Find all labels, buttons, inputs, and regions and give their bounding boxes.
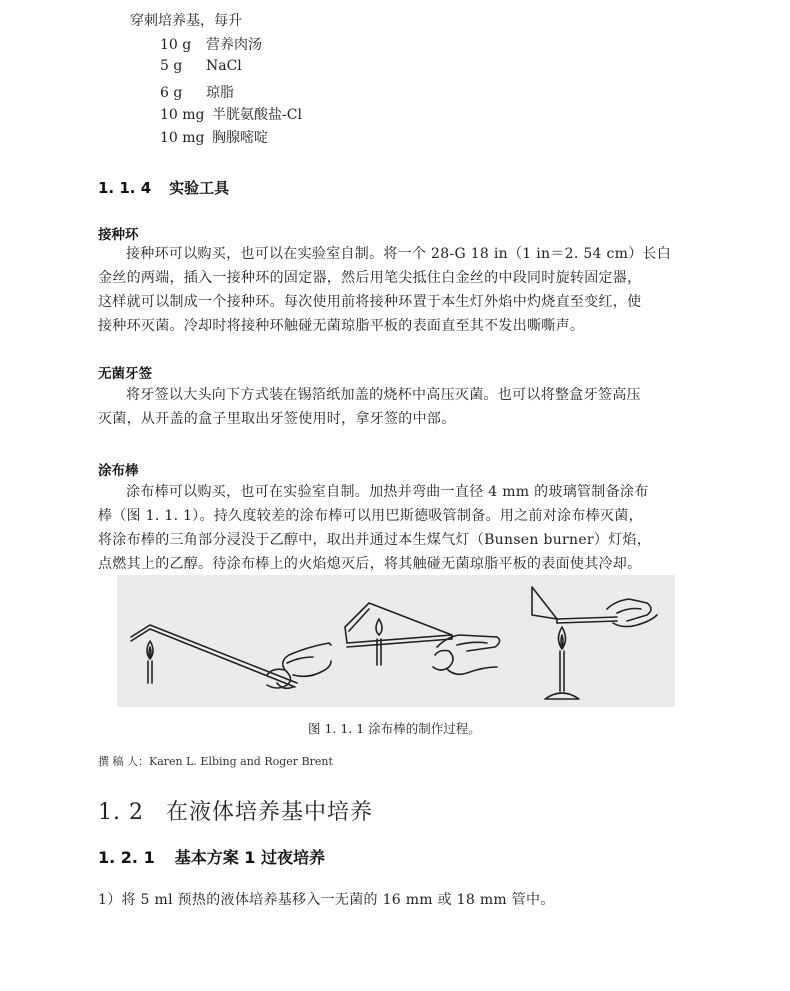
paragraph-line: 将牙签以大头向下方式装在锡箔纸加盖的烧杯中高压灭菌。也可以将整盒牙签高压 (126, 387, 641, 403)
paragraph-line: 棒（图 1. 1. 1）。持久度较差的涂布棒可以用巴斯德吸管制备。用之前对涂布棒灭菌， (98, 508, 643, 524)
paragraph-line: 点燃其上的乙醇。待涂布棒上的火焰熄灭后，将其触碰无菌琼脂平板的表面使其冷却。 (98, 556, 642, 572)
figure-caption: 图 1. 1. 1 涂布棒的制作过程。 (308, 721, 481, 736)
paragraph-line: 金丝的两端，插入一接种环的固定器，然后用笔尖抵住白金丝的中段同时旋转固定器， (98, 270, 642, 286)
recipe-item-5 (160, 127, 268, 147)
paragraph-line: 接种环灭菌。冷却时将接种环触碰无菌琼脂平板的表面直至其不发出嘶嘶声。 (98, 318, 585, 334)
paragraph-line: 灭菌，从开盖的盒子里取出牙签使用时，拿牙签的中部。 (98, 411, 456, 427)
subheading-inoculating-loop: 接种环 (98, 227, 139, 243)
recipe-ingredient: 营养肉汤 (206, 37, 262, 53)
section-heading-1-1-4 (98, 177, 229, 198)
recipe-amount: 10 mg (160, 107, 205, 123)
section-title: 基本方案 1 过夜培养 (174, 848, 325, 867)
spreader-figure (117, 575, 675, 707)
spreader-illustration (117, 575, 675, 707)
panel-3 (532, 587, 657, 699)
paragraph-sterile-toothpick (98, 383, 641, 431)
paragraph-spreader (98, 480, 651, 576)
section-heading-1-2-1 (98, 845, 325, 868)
subheading-spreader: 涂布棒 (98, 463, 139, 479)
recipe-item-4 (160, 104, 302, 124)
paragraph-inoculating-loop (98, 242, 671, 338)
recipe-amount: 10 mg (160, 130, 205, 146)
author-credit: 撰 稿 人：Karen L. Elbing and Roger Brent (98, 755, 333, 768)
recipe-ingredient: NaCl (206, 58, 242, 74)
recipe-amount: 6 g (160, 85, 183, 101)
paragraph-line: 接种环可以购买，也可以在实验室自制。将一个 28-G 18 in（1 in＝2. 54 cm）长白 (126, 246, 672, 262)
panel-1 (131, 625, 331, 688)
paragraph-line: 将涂布棒的三角部分浸没于乙醇中，取出并通过本生煤气灯（Bunsen burner）灯焰， (98, 532, 652, 548)
recipe-amount: 5 g (160, 58, 183, 74)
section-title: 在液体培养基中培养 (165, 800, 373, 825)
recipe-ingredient: 半胱氨酸盐-Cl (212, 107, 302, 123)
recipe-title: 穿刺培养基，每升 (130, 13, 242, 29)
panel-2 (345, 603, 500, 674)
paragraph-line: 涂布棒可以购买，也可在实验室自制。加热并弯曲一直径 4 mm 的玻璃管制备涂布 (126, 484, 649, 500)
recipe-amount: 10 g (160, 37, 192, 53)
recipe-ingredient: 胸腺嘧啶 (212, 130, 268, 146)
recipe-item-3 (160, 82, 234, 102)
recipe-item-1 (160, 34, 262, 54)
recipe-ingredient: 琼脂 (206, 85, 234, 101)
section-number: 1. 2 (98, 800, 144, 825)
recipe-item-2 (160, 58, 242, 74)
section-title: 实验工具 (169, 179, 230, 197)
protocol-step-1: 1）将 5 ml 预热的液体培养基移入一无菌的 16 mm 或 18 mm 管中。 (98, 892, 555, 908)
section-number: 1. 1. 4 (98, 179, 152, 197)
section-heading-1-2 (98, 795, 373, 826)
paragraph-line: 这样就可以制成一个接种环。每次使用前将接种环置于本生灯外焰中灼烧直至变红，使 (98, 294, 642, 310)
section-number: 1. 2. 1 (98, 848, 155, 867)
subheading-sterile-toothpick: 无菌牙签 (98, 366, 152, 382)
